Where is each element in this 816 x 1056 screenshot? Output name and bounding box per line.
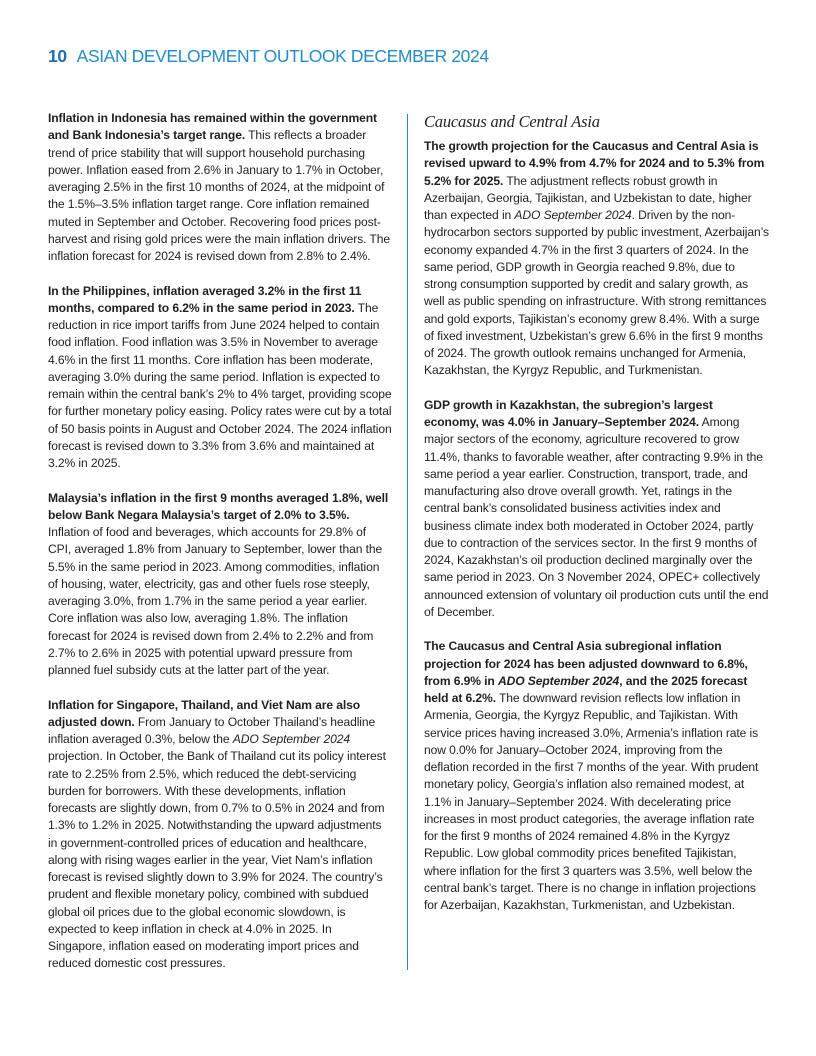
paragraph-growth — [424, 138, 770, 380]
paragraph-kazakhstan — [424, 397, 770, 621]
paragraph-lead: Inflation in Indonesia has remained within the government and Bank Indonesia’s target range. — [48, 111, 377, 143]
running-header — [48, 44, 489, 68]
publication-reference: ADO September 2024 — [232, 732, 350, 746]
lead-part: , and the 2025 forecast held at 6.2%. — [424, 673, 748, 705]
paragraph-body: This reflects a broader trend of price stability that will support household purchasing power. Inflation eased from 2.6% in January to 1.7% in October, averaging 2.5% in the first 10 months of 2024, at the midpoint of the 1.5%–3.5% inflation target range. Core inflation remained muted in September and October. Recovering food prices post-harvest and rising gold prices were the main inflation drivers. The inflation forecast for 2024 is revised down from 2.8% to 2.4%. — [48, 128, 390, 263]
paragraph-lead: Inflation for Singapore, Thailand, and Viet Nam are also adjusted down. — [48, 697, 361, 729]
paragraph-body: The adjustment reflects robust growth in Azerbaijan, Georgia, Tajikistan, and Uzbekistan to date, higher than expected in — [424, 173, 752, 222]
right-column — [424, 112, 770, 914]
paragraph-body: Among major sectors of the economy, agriculture recovered to grow 11.4%, thanks to favorable weather, after contracting 9.9% in the same period a year earlier. Construction, transport, trade, and manufacturing also drove overall growth. Yet, ratings in the central bank’s consolidated business activities index and business climate index both moderated in October 2024, partly due to contraction of the services sector. In the first 9 months of 2024, Kazakhstan’s oil production declined marginally over the same period in 2023. On 3 November 2024, OPEC+ collectively announced extension of voluntary oil production cuts until the end of December. — [424, 415, 769, 619]
page-number: 10 — [48, 46, 67, 66]
lead-part: The Caucasus and Central Asia subregional inflation projection for 2024 has been adjusted downward to 6.8%, from 6.9% in — [424, 639, 748, 688]
paragraph-lead: The growth projection for the Caucasus and Central Asia is revised upward to 4.9% from 4.7% for 2024 and to 5.3% from 5.2% for 2025. — [424, 139, 765, 188]
publication-reference: ADO September 2024 — [497, 673, 620, 688]
paragraph-body: Inflation of food and beverages, which accounts for 29.8% of CPI, averaged 1.8% from January to September, lower than the 5.5% in the same period in 2023. Among commodities, inflation of housing, water, electricity, gas and other fuels rose steeply, averaging 3.0%, from 1.7% in the same period a year earlier. Core inflation was also low, averaging 1.8%. The inflation forecast for 2024 is revised down from 2.4% to 2.2% and from 2.7% to 2.6% in 2025 with potential upward pressure from planned fuel subsidy cuts at the latter part of the year. — [48, 525, 383, 677]
section-heading: Caucasus and Central Asia — [424, 112, 600, 131]
paragraph-body: The downward revision reflects low inflation in Armenia, Georgia, the Kyrgyz Republic, and Tajikistan. With service prices having increased 3.0%, Armenia’s inflation rate is now 0.0% for January–October 2024, improving from the deflation recorded in the first 7 months of the year. With prudent monetary policy, Georgia’s inflation also remained modest, at 1.1% in January–September 2024. With decelerating price increases in most product categories, the average inflation rate for the first 9 months of 2024 remained 4.8% in the Kyrgyz Republic. Low global commodity prices benefited Tajikistan, where inflation for the first 3 quarters was 3.5%, well below the central bank’s target. There is no change in inflation projections for Azerbaijan, Kazakhstan, Turkmenistan, and Uzbekistan. — [424, 691, 759, 912]
column-divider — [407, 114, 408, 970]
left-column — [48, 110, 392, 973]
paragraph-lead: Malaysia’s inflation in the first 9 months averaged 1.8%, well below Bank Negara Malaysia’s target of 2.0% to 3.5%. — [48, 490, 389, 522]
paragraph-body: The reduction in rice import tariffs from June 2024 helped to contain food inflation. Food inflation was 3.5% in November to average 4.6% in the first 11 months. Core inflation has been moderate, averaging 3.0% during the same period. Inflation is expected to remain within the central bank’s 2% to 4% target, providing scope for further monetary policy easing. Policy rates were cut by a total of 50 basis points in August and October 2024. The 2024 inflation forecast is revised down to 3.3% from 3.6% and maintained at 3.2% in 2025. — [48, 300, 392, 470]
paragraph-singapore-thailand-vietnam — [48, 697, 392, 973]
paragraph-body-continued: projection. In October, the Bank of Thailand cut its policy interest rate to 2.25% from 2.5%, which reduced the debt-servicing burden for borrowers. With these developments, inflation forecasts are slightly down, from 0.7% to 0.5% in 2024 and from 1.3% to 1.2% in 2025. Notwithstanding the upward adjustments in government-controlled prices of education and healthcare, along with rising wages earlier in the year, Viet Nam’s inflation forecast is revised slightly down to 3.9% for 2024. The country’s prudent and flexible monetary policy, combined with subdued global oil prices due to the global economic slowdown, is expected to keep inflation in check at 4.0% in 2025. In Singapore, inflation eased on moderating import prices and reduced domestic cost pressures. — [48, 749, 386, 971]
paragraph-indonesia — [48, 110, 392, 265]
paragraph-body: From January to October Thailand’s headline inflation averaged 0.3%, below the — [48, 714, 376, 746]
paragraph-lead: GDP growth in Kazakhstan, the subregion’s largest economy, was 4.0% in January–September 2024. — [424, 397, 713, 429]
paragraph-philippines — [48, 283, 392, 473]
publication-reference: ADO September 2024 — [514, 208, 632, 222]
paragraph-lead: In the Philippines, inflation averaged 3.2% in the first 11 months, compared to 6.2% in the same period in 2023. — [48, 283, 362, 315]
paragraph-inflation — [424, 638, 770, 914]
publication-title: ASIAN DEVELOPMENT OUTLOOK DECEMBER 2024 — [76, 46, 489, 66]
paragraph-body-continued: . Driven by the non-hydrocarbon sectors supported by public investment, Azerbaijan’s economy expanded 4.7% in the first 3 quarters of 2024. In the same period, GDP growth in Georgia reached 9.8%, due to strong consumption supported by credit and salary growth, as well as public spending on infrastructure. With strong remittances and gold exports, Tajikistan’s economy grew 8.4%. With a surge of fixed investment, Uzbekistan’s grew 6.6% in the first 9 months of 2024. The growth outlook remains unchanged for Armenia, Kazakhstan, the Kyrgyz Republic, and Turkmenistan. — [424, 208, 769, 378]
paragraph-malaysia — [48, 490, 392, 680]
